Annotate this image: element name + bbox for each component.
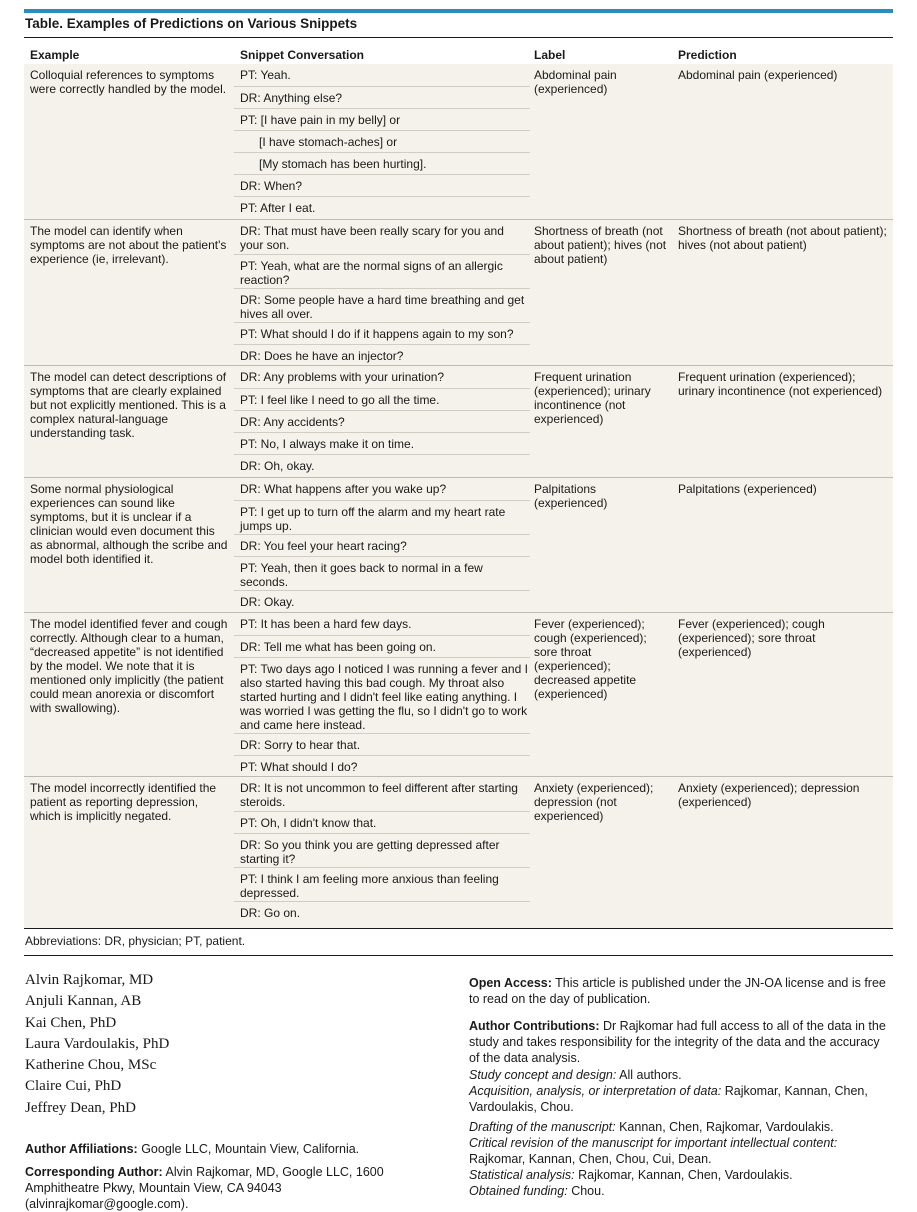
conversation-turn: PT: Two days ago I noticed I was running a fever and I also started having this bad cough. My throat also started hurting and I didn't feel like eating anything. I was worried I was getting the flu, so I didn't go to work and came here instead. (234, 657, 530, 732)
label-text: Frequent urination (experienced); urinary incontinence (not experienced) (534, 370, 651, 426)
contribution-role: Acquisition, analysis, or interpretation of data: (469, 1084, 722, 1098)
example-text: The model can detect descriptions of symptoms that are clearly explained but not explicitly mentioned. This is a complex natural-language understanding task. (30, 370, 227, 440)
prediction-text: Frequent urination (experienced); urinary incontinence (not experienced) (678, 370, 883, 398)
author-name: Claire Cui, PhD (25, 1078, 122, 1095)
prediction-text: Anxiety (experienced); depression (experienced) (678, 781, 860, 809)
conversation-turn: PT: I get up to turn off the alarm and my heart rate jumps up. (234, 500, 530, 533)
author-name: Alvin Rajkomar, MD (25, 972, 154, 988)
label-text: Fever (experienced); cough (experienced); sore throat (experienced); decreased appetite (experienced) (534, 617, 647, 701)
conversation-turn: PT: What should I do if it happens again to my son? (234, 322, 530, 341)
contribution-names: Rajkomar, Kannan, Chen, Vardoulakis. (578, 1168, 793, 1182)
author-name: Kai Chen, PhD (25, 1014, 117, 1031)
prediction-text: Abdominal pain (experienced) (678, 68, 838, 82)
contribution-role: Statistical analysis: (469, 1168, 575, 1182)
contribution-role: Critical revision of the manuscript for important intellectual content: (469, 1136, 838, 1150)
conversation-turn: PT: After I eat. (234, 196, 530, 215)
conversation-turn: DR: Anything else? (234, 86, 530, 105)
table-body (24, 64, 893, 928)
contribution-item (469, 1135, 889, 1167)
header-prediction: Prediction (678, 48, 737, 62)
author-affiliations (25, 1141, 425, 1157)
author-name: Anjuli Kannan, AB (25, 993, 142, 1010)
conversation-turn: DR: Any problems with your urination? (240, 370, 445, 384)
conversation-turn: DR: That must have been really scary for you and your son. (240, 224, 504, 252)
conversation-turn: PT: Yeah, what are the normal signs of an allergic reaction? (234, 254, 530, 287)
author-list (25, 970, 169, 1119)
conversation-turn: PT: What should I do? (234, 755, 530, 774)
contribution-names: Kannan, Chen, Rajkomar, Vardoulakis. (619, 1120, 834, 1134)
table-accent-bar (24, 9, 893, 13)
table-row (24, 64, 893, 219)
affiliations-text: Google LLC, Mountain View, California. (141, 1142, 360, 1156)
conversation-turn: PT: I feel like I need to go all the time. (234, 388, 530, 407)
affiliations-label: Author Affiliations: (25, 1142, 138, 1156)
contribution-role: Obtained funding: (469, 1184, 568, 1198)
conversation-turn: DR: You feel your heart racing? (234, 534, 530, 553)
conversation-turn: DR: When? (234, 174, 530, 193)
conversation-turn: DR: Oh, okay. (234, 454, 530, 473)
conversation-turn: PT: No, I always make it on time. (234, 432, 530, 451)
open-access-label: Open Access: (469, 976, 552, 990)
conversation-turn: DR: It is not uncommon to feel different after starting steroids. (240, 781, 518, 809)
label-text: Anxiety (experienced); depression (not experienced) (534, 781, 654, 823)
contribution-role: Study concept and design: (469, 1068, 617, 1082)
conversation-turn: DR: Go on. (234, 901, 530, 920)
contribution-item (469, 1167, 889, 1183)
table-row (24, 219, 893, 366)
contribution-role: Drafting of the manuscript: (469, 1120, 616, 1134)
conversation-turn: PT: Yeah. (240, 68, 291, 82)
table-bottom-rule (24, 928, 893, 929)
contributions-label: Author Contributions: (469, 1019, 600, 1033)
prediction-text: Fever (experienced); cough (experienced); sore throat (experienced) (678, 617, 825, 659)
table-row (24, 612, 893, 777)
example-text: Colloquial references to symptoms were correctly handled by the model. (30, 68, 227, 96)
contribution-item (469, 1067, 889, 1083)
prediction-text: Palpitations (experienced) (678, 482, 817, 496)
contribution-names: Chou. (571, 1184, 605, 1198)
author-name: Laura Vardoulakis, PhD (25, 1035, 170, 1052)
conversation-turn: DR: Some people have a hard time breathing and get hives all over. (234, 288, 530, 321)
conversation-turn: PT: [I have pain in my belly] or (234, 108, 530, 127)
conversation-turn: DR: So you think you are getting depressed after starting it? (234, 833, 530, 866)
corresponding-text: Alvin Rajkomar, MD, Google LLC, 1600 Amphitheatre Pkwy, Mountain View, CA 94043 (alvinrajkomar@google.com). (25, 1165, 384, 1211)
table-footnote: Abbreviations: DR, physician; PT, patient. (25, 934, 246, 948)
corresponding-author (25, 1164, 430, 1212)
conversation-turn: DR: What happens after you wake up? (240, 482, 447, 496)
conversation-turn: DR: Okay. (234, 590, 530, 609)
author-name: Jeffrey Dean, PhD (25, 1099, 136, 1116)
conversation-turn: [My stomach has been hurting]. (234, 152, 530, 171)
open-access-text: This article is published under the JN-OA license and is free to read on the day of publication. (469, 976, 886, 1006)
conversation-turn: PT: It has been a hard few days. (240, 617, 412, 631)
author-contributions (469, 1018, 889, 1199)
contribution-item (469, 1183, 889, 1199)
table-row (24, 365, 893, 478)
contribution-item (469, 1083, 889, 1115)
example-text: The model incorrectly identified the patient as reporting depression, which is implicitly negated. (30, 781, 217, 823)
conversation-turn: PT: I think I am feeling more anxious than feeling depressed. (234, 867, 530, 900)
header-example: Example (30, 48, 80, 62)
conversation-turn: DR: Sorry to hear that. (234, 733, 530, 752)
conversation-turn: PT: Oh, I didn't know that. (234, 811, 530, 830)
table-title: Table. Examples of Predictions on Various Snippets (25, 16, 358, 31)
example-text: The model can identify when symptoms are not about the patient's experience (ie, irrelevant). (30, 224, 227, 266)
contribution-names: Rajkomar, Kannan, Chen, Chou, Cui, Dean. (469, 1152, 712, 1166)
conversation-turn: PT: Yeah, then it goes back to normal in a few seconds. (234, 556, 530, 589)
label-text: Palpitations (experienced) (534, 482, 608, 510)
contributions-text: Dr Rajkomar had full access to all of the data in the study and takes responsibility for the integrity of the data and the accuracy of the data analysis. (469, 1019, 886, 1065)
conversation-turn: [I have stomach-aches] or (234, 130, 530, 149)
contribution-names: All authors. (619, 1068, 682, 1082)
corresponding-label: Corresponding Author: (25, 1165, 163, 1179)
example-text: Some normal physiological experiences can sound like symptoms, but it is unclear if a clinician would even document this as abnormal, although the scribe and model both identified it. (30, 482, 228, 566)
table-row (24, 477, 893, 613)
conversation-turn: DR: Does he have an injector? (234, 344, 530, 363)
contribution-item (469, 1119, 889, 1135)
section-divider (24, 955, 893, 956)
label-text: Shortness of breath (not about patient); hives (not about patient) (534, 224, 667, 266)
open-access-note (469, 975, 889, 1007)
label-text: Abdominal pain (experienced) (534, 68, 617, 96)
contributions-intro (469, 1018, 889, 1066)
contribution-names: Rajkomar, Kannan, Chen, Vardoulakis, Chou. (469, 1084, 868, 1114)
conversation-turn: DR: Tell me what has been going on. (234, 635, 530, 654)
table-top-rule (24, 37, 893, 38)
author-name: Katherine Chou, MSc (25, 1057, 157, 1074)
example-text: The model identified fever and cough correctly. Although clear to a human, “decreased appetite” is not identified by the model. We note that it is mentioned only implicitly (the patient could mean anorexia or discomfort with swallowing). (30, 617, 228, 715)
header-label: Label (534, 48, 566, 62)
table-row (24, 776, 893, 929)
header-snippet-conversation: Snippet Conversation (240, 48, 365, 62)
conversation-turn: DR: Any accidents? (234, 410, 530, 429)
table-header-row (24, 44, 893, 64)
prediction-text: Shortness of breath (not about patient); hives (not about patient) (678, 224, 887, 252)
